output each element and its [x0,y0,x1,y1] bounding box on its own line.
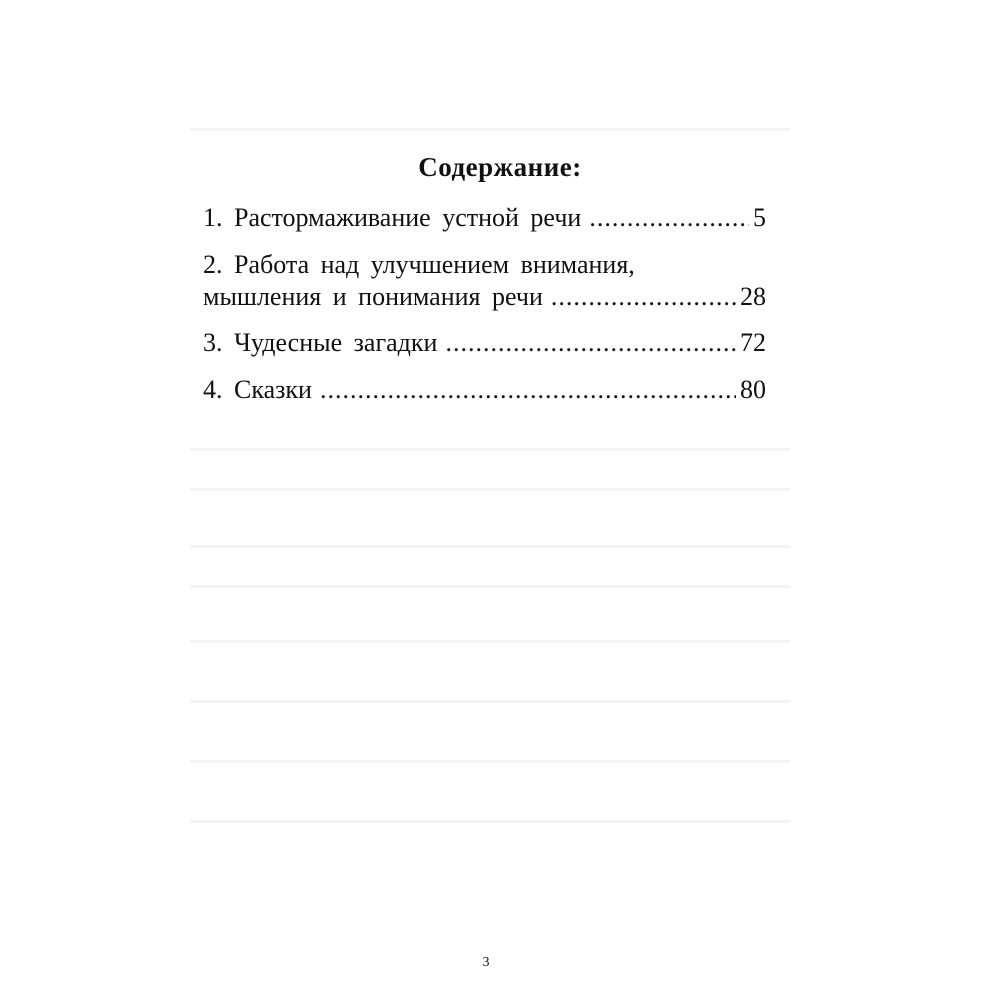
toc-title: Содержание: [418,152,582,182]
toc-entry-page: 72 [740,328,766,357]
page-number: 3 [482,955,490,970]
bleed-through-line [190,700,790,703]
toc-entry [203,281,766,313]
toc-entry-text: 2. Работа над улучшением внимания, [203,250,635,279]
toc-entry-text: 3. Чудесные загадки [203,328,438,357]
toc-entry-page: 80 [740,375,766,404]
toc-dot-leader [551,281,736,313]
toc-dot-leader [589,202,749,234]
bleed-through-line [190,128,790,131]
bleed-through-line [190,448,790,451]
toc-entry [203,249,766,281]
toc-entry [203,374,766,406]
toc-entry-text: 1. Растормаживание устной речи [203,203,582,232]
toc-entry-text: 4. Сказки [203,375,312,404]
bleed-through-line [190,545,790,548]
toc-dot-leader [320,374,736,406]
toc-entry-page: 5 [753,203,766,232]
toc-entry [203,327,766,359]
toc-entry-page: 28 [740,282,766,311]
toc-entry-text: мышления и понимания речи [203,282,543,311]
bleed-through-line [190,760,790,763]
toc-entry [203,202,766,234]
bleed-through-line [190,488,790,491]
toc-dot-leader [445,327,736,359]
bleed-through-line [190,820,790,823]
bleed-through-line [190,640,790,643]
bleed-through-line [190,585,790,588]
